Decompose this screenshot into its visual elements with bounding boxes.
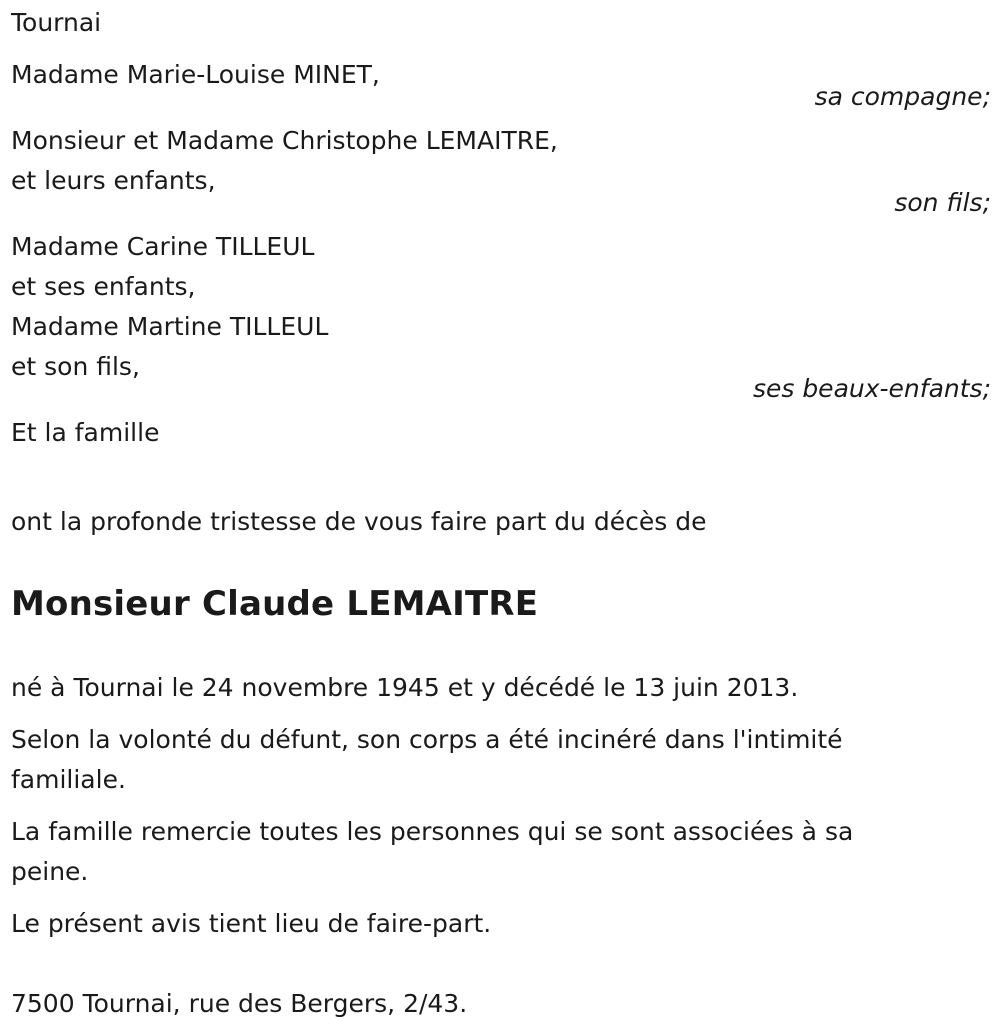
mourner-line: et son fils, [11, 352, 140, 381]
place-name: Tournai [11, 8, 102, 37]
mourner-line: Monsieur et Madame Christophe LEMAITRE, [11, 126, 558, 155]
deceased-name: Monsieur Claude LEMAITRE [11, 584, 539, 624]
family-line: Et la famille [11, 418, 160, 447]
address-line: 7500 Tournai, rue des Bergers, 2/43. [11, 989, 468, 1018]
paragraph-cremation: Selon la volonté du défunt, son corps a été incinéré dans l'intimité familiale. [11, 725, 843, 794]
paragraph-notice: Le présent avis tient lieu de faire-part. [11, 909, 492, 938]
mourner-group-partner [11, 55, 991, 109]
mourner-line: Madame Martine TILLEUL [11, 312, 329, 341]
mourner-group-stepchildren [11, 227, 991, 401]
mourner-line: Madame Marie-Louise MINET, [11, 60, 380, 89]
paragraph-thanks: La famille remercie toutes les personnes qui se sont associées à sa peine. [11, 817, 854, 886]
mourner-group-son [11, 121, 991, 215]
mourner-line: Madame Carine TILLEUL [11, 232, 315, 261]
relation-label: ses beaux-enfants; [752, 374, 991, 403]
relation-label: sa compagne; [814, 82, 991, 111]
announcement-intro: ont la profonde tristesse de vous faire part du décès de [11, 507, 707, 536]
mourner-line: et ses enfants, [11, 272, 196, 301]
obituary-notice [11, 3, 991, 1024]
relation-label: son fils; [894, 188, 991, 217]
mourner-line: et leurs enfants, [11, 166, 216, 195]
birth-death-line: né à Tournai le 24 novembre 1945 et y décédé le 13 juin 2013. [11, 673, 799, 702]
